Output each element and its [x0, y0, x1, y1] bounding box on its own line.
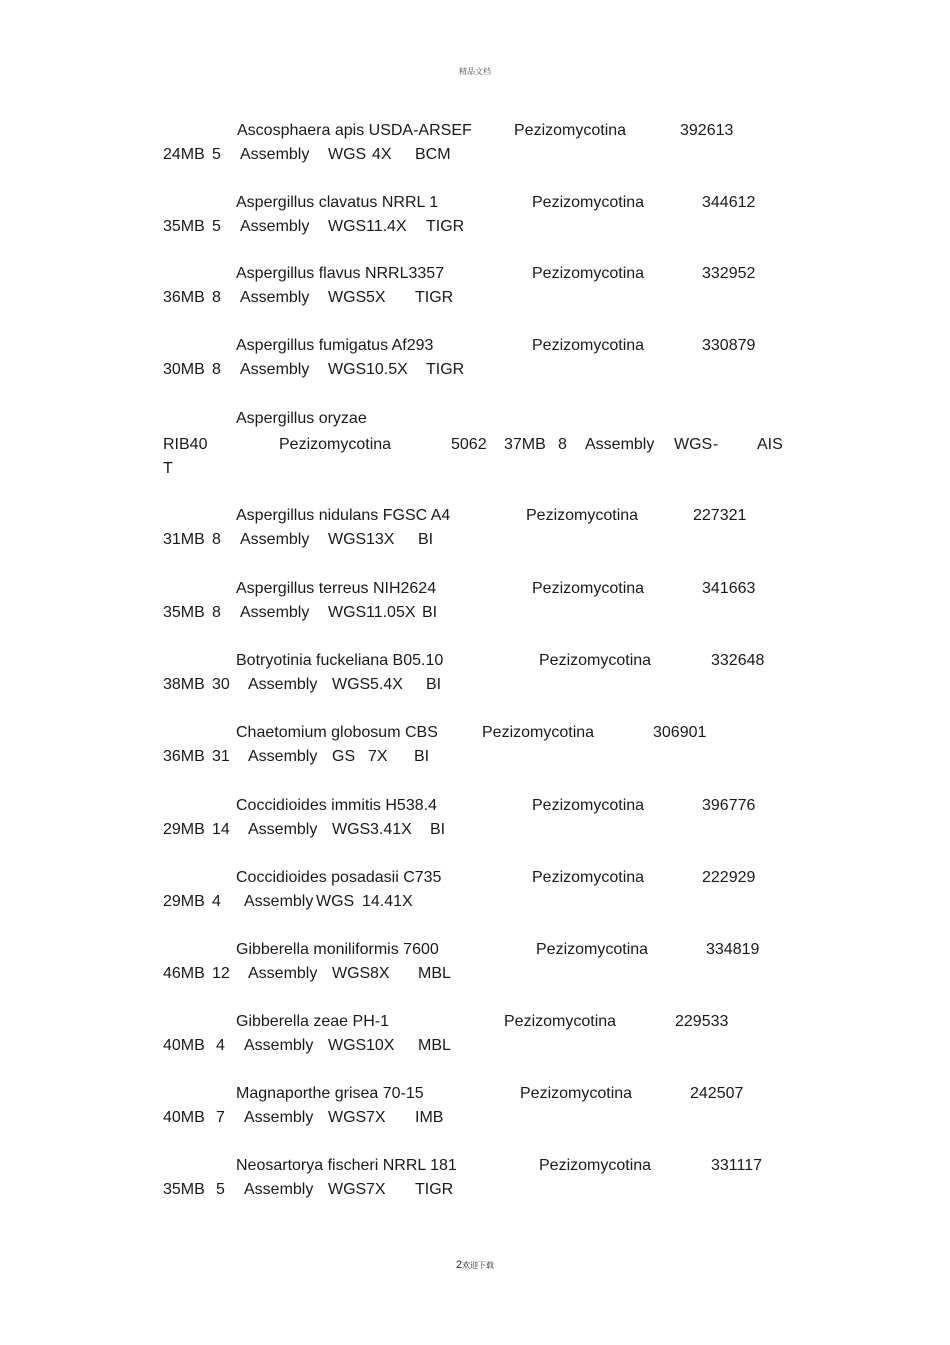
- chromosome-count: 5: [216, 1181, 225, 1198]
- organism-name: Gibberella moniliformis 7600: [236, 941, 439, 958]
- entry-line-1: [0, 941, 950, 961]
- sequencing-center: BI: [418, 531, 434, 548]
- sequencing-center: BI: [414, 748, 430, 765]
- assembly-type: Assembly: [585, 436, 655, 453]
- entry-line-1: [0, 869, 950, 889]
- page-footer: [0, 1259, 950, 1271]
- entry-line-2: [0, 1109, 950, 1129]
- assembly-type: Assembly: [240, 218, 310, 235]
- chromosome-count: 8: [212, 604, 221, 621]
- sequencing-center: BI: [426, 676, 442, 693]
- genome-size: 29MB: [163, 821, 205, 838]
- coverage: 5X: [366, 289, 386, 306]
- assembly-type: Assembly: [244, 1181, 314, 1198]
- entry-line-2: [0, 965, 950, 985]
- entry-line-2: [0, 1181, 950, 1201]
- taxon-group: Pezizomycotina: [279, 436, 392, 453]
- genome-size: 29MB: [163, 893, 205, 910]
- organism-name: Magnaporthe grisea 70-15: [236, 1085, 424, 1102]
- entry-line-2: [0, 893, 950, 913]
- taxon-id: 331117: [711, 1157, 763, 1174]
- coverage: 10X: [366, 1037, 395, 1054]
- sequencing-method: WGS: [674, 436, 713, 453]
- entry-line-2: [0, 218, 950, 238]
- taxon-id: 392613: [680, 122, 734, 139]
- genome-size: 31MB: [163, 531, 205, 548]
- genome-size: 38MB: [163, 676, 205, 693]
- taxon-group: Pezizomycotina: [526, 507, 639, 524]
- taxon-group: Pezizomycotina: [539, 652, 652, 669]
- sequencing-center: MBL: [418, 965, 451, 982]
- sequencing-method: WGS: [328, 531, 367, 548]
- entry-line-1: [0, 652, 950, 672]
- taxon-group: Pezizomycotina: [532, 265, 645, 282]
- sequencing-center: TIGR: [426, 218, 465, 235]
- sequencing-center: MBL: [418, 1037, 451, 1054]
- assembly-type: Assembly: [244, 1109, 314, 1126]
- chromosome-count: 8: [558, 436, 567, 453]
- taxon-group: Pezizomycotina: [532, 797, 645, 814]
- organism-name: Coccidioides posadasii C735: [236, 869, 442, 886]
- sequencing-center: BI: [422, 604, 438, 621]
- sequencing-method: WGS: [328, 1109, 367, 1126]
- genome-size: 24MB: [163, 146, 205, 163]
- taxon-id: 341663: [702, 580, 756, 597]
- entry-line-1: [0, 1157, 950, 1177]
- coverage: 7X: [366, 1181, 386, 1198]
- genome-size: 35MB: [163, 604, 205, 621]
- genome-size: 40MB: [163, 1109, 205, 1126]
- entry-line-2: [0, 1037, 950, 1057]
- chromosome-count: 8: [212, 531, 221, 548]
- page-number: 2: [455, 1259, 463, 1271]
- organism-name: Neosartorya fischeri NRRL 181: [236, 1157, 457, 1174]
- sequencing-method: WGS: [328, 1181, 367, 1198]
- assembly-type: Assembly: [240, 146, 310, 163]
- chromosome-count: 31: [212, 748, 230, 765]
- coverage: 3.41X: [370, 821, 412, 838]
- entry-line-1: [0, 1085, 950, 1105]
- chromosome-count: 5: [212, 218, 221, 235]
- strain-name: RIB40: [163, 436, 208, 453]
- organism-name: Chaetomium globosum CBS: [236, 724, 438, 741]
- sequencing-method: WGS: [316, 893, 355, 910]
- entry-line-1: [0, 337, 950, 357]
- coverage: 5.4X: [370, 676, 403, 693]
- coverage: 10.5X: [366, 361, 408, 378]
- coverage: 11.4X: [366, 218, 407, 235]
- genome-size: 40MB: [163, 1037, 205, 1054]
- taxon-group: Pezizomycotina: [514, 122, 627, 139]
- sequencing-center: TIGR: [415, 1181, 454, 1198]
- taxon-id: 306901: [653, 724, 707, 741]
- taxon-id: 222929: [702, 869, 756, 886]
- taxon-id: 330879: [702, 337, 756, 354]
- taxon-group: Pezizomycotina: [536, 941, 649, 958]
- organism-name: Aspergillus nidulans FGSC A4: [236, 507, 451, 524]
- entry-line-2: [0, 748, 950, 768]
- sequencing-method: WGS: [332, 965, 371, 982]
- entry-line-2: [0, 676, 950, 696]
- chromosome-count: 30: [212, 676, 230, 693]
- assembly-type: Assembly: [240, 289, 310, 306]
- taxon-id: 332648: [711, 652, 765, 669]
- entry-line-1: [0, 265, 950, 285]
- taxon-group: Pezizomycotina: [532, 194, 645, 211]
- organism-name: Botryotinia fuckeliana B05.10: [236, 652, 444, 669]
- entry-line-2: [0, 531, 950, 551]
- assembly-type: Assembly: [240, 531, 310, 548]
- sequencing-method: WGS: [328, 1037, 367, 1054]
- taxon-id: 334819: [706, 941, 760, 958]
- taxon-id: 5062: [451, 436, 487, 453]
- sequencing-method: WGS: [328, 146, 367, 163]
- genome-size: 35MB: [163, 218, 205, 235]
- coverage: 4X: [372, 146, 392, 163]
- entry-line-2: [0, 289, 950, 309]
- assembly-type: Assembly: [240, 361, 310, 378]
- chromosome-count: 4: [212, 893, 221, 910]
- taxon-id: 396776: [702, 797, 756, 814]
- genome-size: 46MB: [163, 965, 205, 982]
- assembly-type: Assembly: [248, 748, 318, 765]
- taxon-id: 227321: [693, 507, 747, 524]
- taxon-id: 332952: [702, 265, 756, 282]
- chromosome-count: 14: [212, 821, 230, 838]
- assembly-type: Assembly: [240, 604, 310, 621]
- entry-line-1: [0, 122, 950, 142]
- sequencing-center: AIS: [757, 436, 783, 453]
- sequencing-center-wrap: T: [163, 460, 173, 477]
- taxon-group: Pezizomycotina: [532, 869, 645, 886]
- sequencing-method: WGS: [328, 604, 367, 621]
- entry-line-1: [0, 1013, 950, 1033]
- chromosome-count: 7: [216, 1109, 225, 1126]
- organism-name: Aspergillus flavus NRRL3357: [236, 265, 445, 282]
- assembly-type: Assembly: [248, 676, 318, 693]
- entry-line-1: [0, 507, 950, 527]
- entry-line-2: [0, 821, 950, 841]
- organism-name: Aspergillus oryzae: [236, 410, 367, 427]
- entry-line-2: [0, 604, 950, 624]
- entry-line-2: [0, 361, 950, 381]
- entry-line-2: [0, 436, 950, 456]
- sequencing-method: WGS: [328, 361, 367, 378]
- sequencing-method: WGS: [328, 218, 367, 235]
- coverage: -: [713, 436, 719, 453]
- assembly-type: Assembly: [248, 965, 318, 982]
- genome-size: 35MB: [163, 1181, 205, 1198]
- taxon-id: 229533: [675, 1013, 729, 1030]
- coverage: 13X: [366, 531, 395, 548]
- taxon-group: Pezizomycotina: [539, 1157, 652, 1174]
- genome-size: 36MB: [163, 748, 205, 765]
- coverage: 7X: [366, 1109, 386, 1126]
- coverage: 11.05X: [366, 604, 416, 621]
- taxon-group: Pezizomycotina: [504, 1013, 617, 1030]
- assembly-type: Assembly: [244, 893, 314, 910]
- chromosome-count: 4: [216, 1037, 225, 1054]
- taxon-group: Pezizomycotina: [520, 1085, 633, 1102]
- taxon-group: Pezizomycotina: [532, 580, 645, 597]
- sequencing-center: TIGR: [426, 361, 465, 378]
- chromosome-count: 8: [212, 361, 221, 378]
- sequencing-method: GS: [332, 748, 356, 765]
- chromosome-count: 8: [212, 289, 221, 306]
- coverage: 8X: [370, 965, 390, 982]
- organism-name: Aspergillus clavatus NRRL 1: [236, 194, 439, 211]
- sequencing-method: WGS: [332, 676, 371, 693]
- taxon-group: Pezizomycotina: [482, 724, 595, 741]
- taxon-id: 344612: [702, 194, 756, 211]
- organism-name: Aspergillus terreus NIH2624: [236, 580, 437, 597]
- coverage: 14.41X: [362, 893, 413, 910]
- assembly-type: Assembly: [244, 1037, 314, 1054]
- taxon-id: 242507: [690, 1085, 744, 1102]
- genome-size: 37MB: [504, 436, 546, 453]
- genome-size: 36MB: [163, 289, 205, 306]
- sequencing-method: WGS: [332, 821, 371, 838]
- entry-line-1: [0, 797, 950, 817]
- entry-line-2: [0, 146, 950, 166]
- chromosome-count: 5: [212, 146, 221, 163]
- sequencing-method: WGS: [328, 289, 367, 306]
- entry-line-1: [0, 580, 950, 600]
- entry-line-1: [0, 724, 950, 744]
- organism-name: Gibberella zeae PH-1: [236, 1013, 389, 1030]
- page-header: 精品文档: [459, 67, 491, 76]
- entry-line-3: [0, 460, 950, 480]
- chromosome-count: 12: [212, 965, 230, 982]
- taxon-group: Pezizomycotina: [532, 337, 645, 354]
- footer-note: 欢迎下载: [462, 1261, 495, 1270]
- sequencing-center: IMB: [415, 1109, 444, 1126]
- organism-name: Aspergillus fumigatus Af293: [236, 337, 434, 354]
- sequencing-center: TIGR: [415, 289, 454, 306]
- coverage: 7X: [368, 748, 388, 765]
- entry-line-1: [0, 194, 950, 214]
- organism-name: Ascosphaera apis USDA-ARSEF: [237, 122, 472, 139]
- entry-line-1: [0, 410, 950, 430]
- sequencing-center: BCM: [415, 146, 451, 163]
- genome-size: 30MB: [163, 361, 205, 378]
- organism-name: Coccidioides immitis H538.4: [236, 797, 437, 814]
- sequencing-center: BI: [430, 821, 446, 838]
- assembly-type: Assembly: [248, 821, 318, 838]
